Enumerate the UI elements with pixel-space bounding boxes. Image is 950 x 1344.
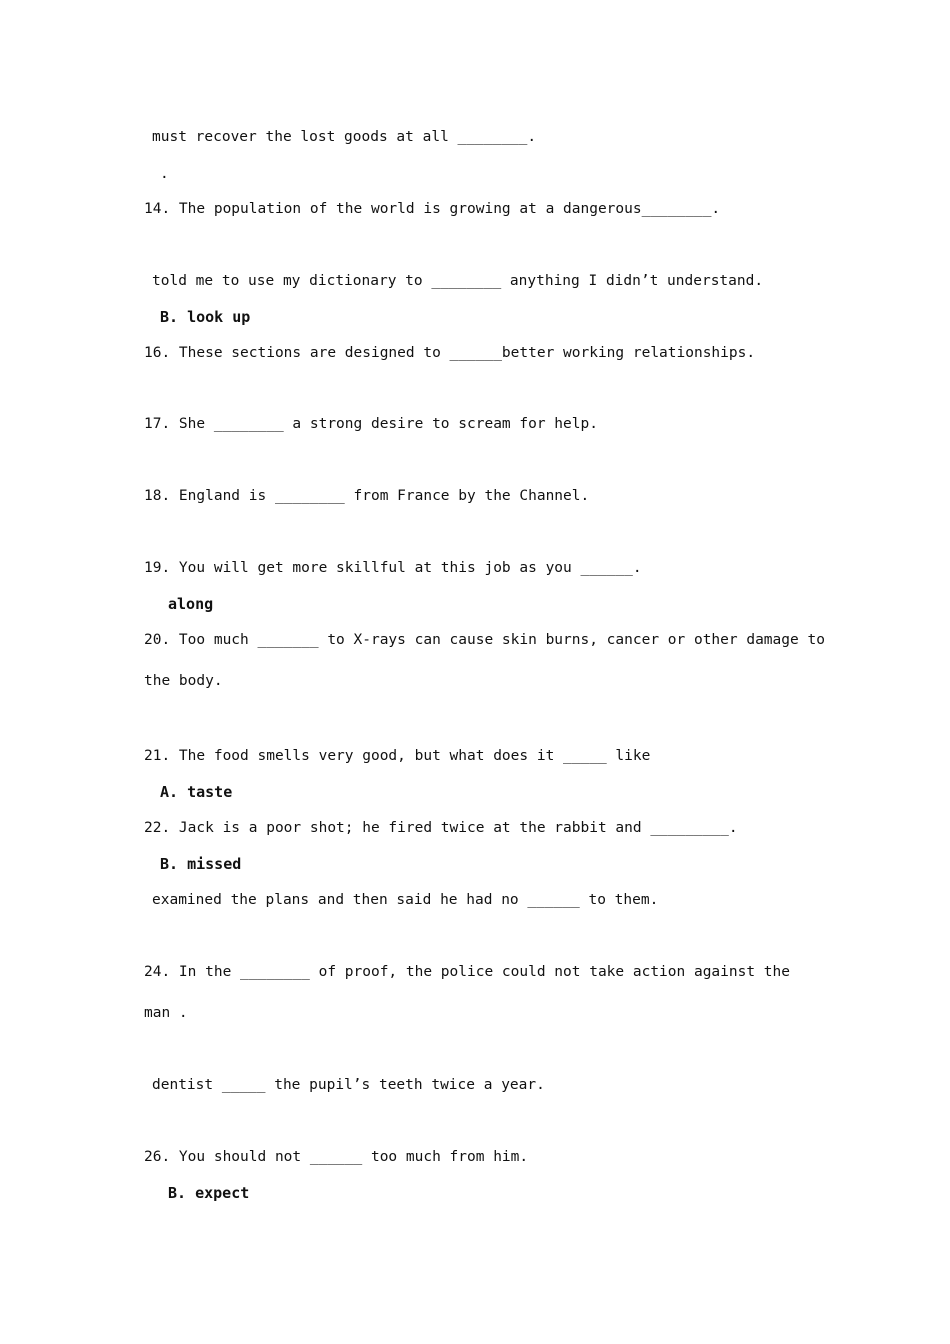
line-q22: 22. Jack is a poor shot; he fired twice at the rabbit and _________. <box>144 820 738 836</box>
line-q25: dentist _____ the pupil’s teeth twice a year. <box>152 1077 545 1093</box>
line-q21: 21. The food smells very good, but what does it _____ like <box>144 748 651 764</box>
line-q15: told me to use my dictionary to ________ anything I didn’t understand. <box>152 273 764 289</box>
answer-q21: A. taste <box>160 783 233 801</box>
answer-q26: B. expect <box>168 1184 250 1202</box>
line-q24-cont: man . <box>144 1005 188 1021</box>
line-q17: 17. She ________ a strong desire to scream for help. <box>144 416 598 432</box>
answer-q19: along <box>168 595 214 613</box>
line-q13: must recover the lost goods at all ________. <box>152 129 537 145</box>
line-q26: 26. You should not ______ too much from him. <box>144 1149 529 1165</box>
line-q19: 19. You will get more skillful at this job as you ______. <box>144 560 642 576</box>
line-q20-cont: the body. <box>144 673 223 689</box>
line-q24: 24. In the ________ of proof, the police could not take action against the <box>144 964 791 980</box>
line-q14: 14. The population of the world is growing at a dangerous________. <box>144 201 721 217</box>
line-dot: . <box>160 166 169 182</box>
line-q16: 16. These sections are designed to ______better working relationships. <box>144 345 756 361</box>
answer-q15: B. look up <box>160 308 251 326</box>
line-q23: examined the plans and then said he had no ______ to them. <box>152 892 659 908</box>
answer-q22: B. missed <box>160 855 242 873</box>
line-q20: 20. Too much _______ to X-rays can cause skin burns, cancer or other damage to <box>144 632 825 648</box>
line-q18: 18. England is ________ from France by the Channel. <box>144 488 590 504</box>
